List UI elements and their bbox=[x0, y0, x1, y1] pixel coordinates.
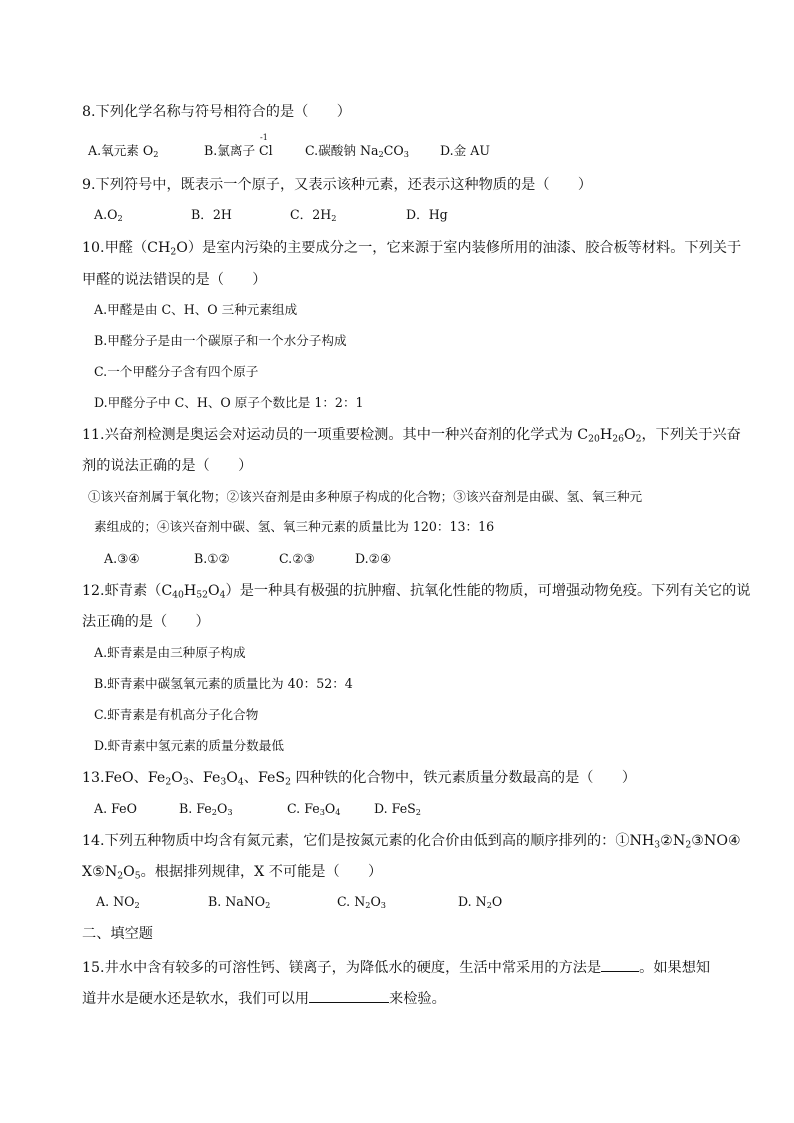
question-10-option-c: C.一个甲醛分子含有四个原子 bbox=[94, 364, 259, 379]
option-a: A. FeO bbox=[94, 801, 137, 816]
answer-blank[interactable] bbox=[309, 990, 389, 1003]
question-13-stem: 13.FeO、$Fe_2O_3$、$Fe_3O_4$、FeS$_2$ 四种铁的化合物中，铁元素质量分数最高的是（ ） bbox=[82, 770, 637, 788]
question-10-option-a: A.甲醛是由 C、H、O 三种元素组成 bbox=[94, 302, 298, 317]
question-10-stem-line1: 10.甲醛$(CH_2O)$是室内污染的主要成分之一，它来源于室内装修所用的油漆、胶合板等材料。下列关于 bbox=[82, 240, 742, 258]
answer-blank[interactable] bbox=[601, 959, 639, 972]
option-c: C. $Fe_3O_4$ bbox=[287, 801, 341, 818]
question-10-stem-line2: 甲醛的说法错误的是（ ） bbox=[82, 272, 267, 288]
question-12-option-d: D.虾青素中氢元素的质量分数最低 bbox=[94, 738, 284, 753]
option-c: C.②③ bbox=[279, 551, 315, 566]
question-12-option-b: B.虾青素中碳氢氧元素的质量比为 40：52：4 bbox=[94, 676, 353, 691]
question-8-stem: 8.下列化学名称与符号相符合的是（ ） bbox=[82, 104, 351, 120]
option-d: D．Hg bbox=[406, 207, 448, 222]
option-b: B．2H bbox=[191, 207, 232, 222]
option-a: A. $NO_2$ bbox=[96, 894, 140, 911]
option-c: C. $N_2O_3$ bbox=[337, 894, 386, 911]
question-12-option-c: C.虾青素是有机高分子化合物 bbox=[94, 707, 259, 722]
question-14-stem-line2: $X⑤N_2O_5$。根据排列规律，X 不可能是（ ） bbox=[82, 864, 383, 882]
question-11-statement-line1: ①该兴奋剂属于氧化物；②该兴奋剂是由多种原子构成的化合物；③该兴奋剂是由碳、氢、氧三种元 bbox=[88, 489, 643, 504]
option-b: B.①② bbox=[194, 551, 230, 566]
question-11-stem-line1: 11.兴奋剂检测是奥运会对运动员的一项重要检测。其中一种兴奋剂的化学式为 $C_{20}H_{26}O_2$，下列关于兴奋 bbox=[82, 427, 741, 445]
question-11-statement-line2: 素组成的；④该兴奋剂中碳、氢、氧三种元素的质量比为 120：13：16 bbox=[94, 519, 495, 534]
option-a: A.氧元素 $O_2$ bbox=[88, 143, 159, 160]
option-d: D. $N_2O$ bbox=[458, 894, 503, 911]
question-15-line2: 道井水是硬水还是软水，我们可以用 来检验。 bbox=[82, 991, 446, 1007]
option-b: B. NaNO$_2$ bbox=[208, 894, 271, 911]
question-15-line1: 15.井水中含有较多的可溶性钙、镁离子，为降低水的硬度，生活中常采用的方法是 。如果想知 bbox=[82, 960, 711, 976]
option-b: B.氯离子 -1 Cl bbox=[204, 133, 273, 158]
question-12-stem-line2: 法正确的是（ ） bbox=[82, 614, 210, 630]
charge-label: -1 bbox=[260, 133, 268, 142]
option-d: D.②④ bbox=[355, 551, 392, 566]
question-12-stem-line1: 12.虾青素$(C_{40}H_{52}O_4)$是一种具有极强的抗肿瘤、抗氧化性能的物质，可增强动物免疫。下列有关它的说 bbox=[82, 583, 751, 601]
option-c: C．$2H_2$ bbox=[290, 207, 337, 224]
question-14-stem-line1: 14.下列五种物质中均含有氮元素，它们是按氮元素的化合价由低到高的顺序排列的：$①NH_3②N_2③NO④$ bbox=[82, 833, 741, 851]
option-a: A.③④ bbox=[104, 551, 140, 566]
question-12-option-a: A.虾青素是由三种原子构成 bbox=[94, 645, 246, 660]
option-d: D. FeS$_2$ bbox=[374, 801, 422, 818]
question-10-option-b: B.甲醛分子是由一个碳原子和一个水分子构成 bbox=[94, 333, 347, 348]
option-a: $A.O_2$ bbox=[94, 207, 123, 224]
question-11-stem-line2: 剂的说法正确的是（ ） bbox=[82, 458, 253, 474]
section-heading: 二、填空题 bbox=[82, 926, 153, 942]
question-10-option-d: D.甲醛分子中 C、H、O 原子个数比是 1：2：1 bbox=[94, 395, 364, 410]
option-c: C.碳酸钠 $Na_2CO_3$ bbox=[305, 143, 409, 160]
option-b: B. $Fe_2O_3$ bbox=[179, 801, 233, 818]
option-d: D.金 AU bbox=[440, 143, 490, 158]
question-9-stem: 9.下列符号中，既表示一个原子，又表示该种元素，还表示这种物质的是（ ） bbox=[82, 177, 593, 193]
